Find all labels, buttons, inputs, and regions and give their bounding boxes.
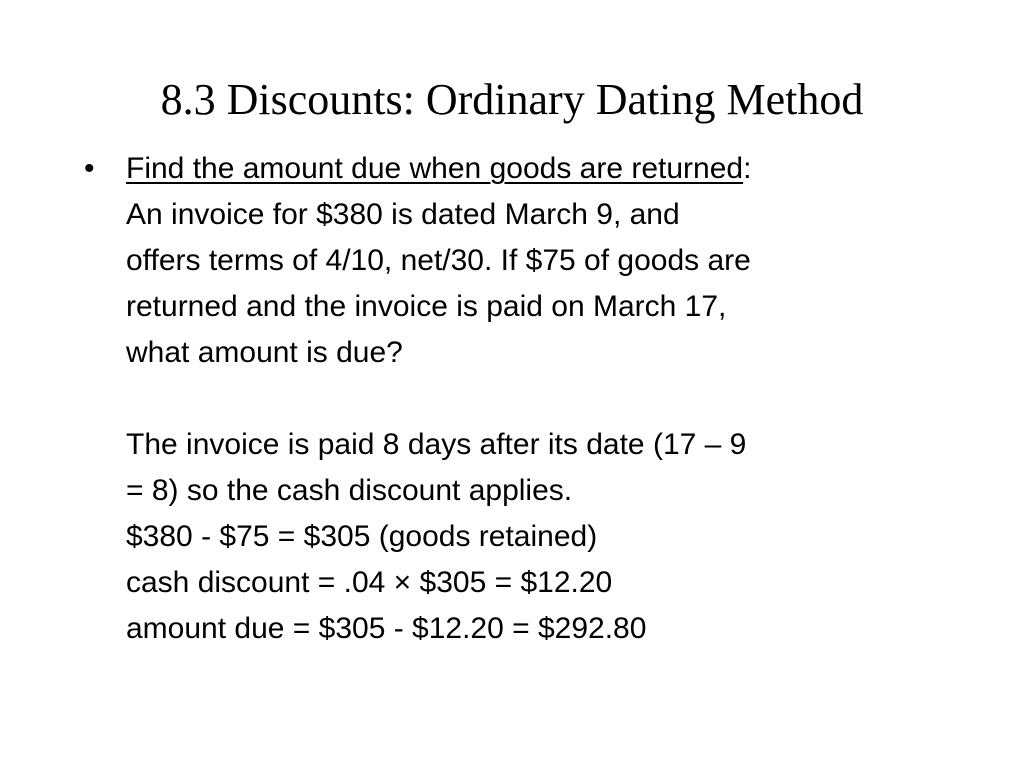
bullet-item: [84, 146, 944, 652]
bullet-text: [126, 146, 944, 652]
problem-heading-line: [126, 146, 944, 192]
solution-line: cash discount = .04 × $305 = $12.20: [126, 566, 613, 599]
problem-line: what amount is due?: [126, 336, 403, 369]
bullet-icon: •: [84, 152, 95, 185]
problem-heading: Find the amount due when goods are returned: [126, 152, 744, 185]
solution-line: $380 - $75 = $305 (goods retained): [126, 520, 598, 553]
problem-line: offers terms of 4/10, net/30. If $75 of goods are: [126, 244, 751, 277]
problem-heading-colon: :: [743, 152, 752, 185]
solution-line: amount due = $305 - $12.20 = $292.80: [126, 612, 647, 645]
solution-line: = 8) so the cash discount applies.: [126, 474, 573, 507]
problem-line: An invoice for $380 is dated March 9, and: [126, 198, 680, 231]
problem-line: returned and the invoice is paid on March 17,: [126, 290, 727, 323]
blank-line: [126, 376, 944, 422]
slide-title: 8.3 Discounts: Ordinary Dating Method: [160, 75, 864, 124]
solution-line: The invoice is paid 8 days after its date (17 – 9: [126, 428, 747, 461]
